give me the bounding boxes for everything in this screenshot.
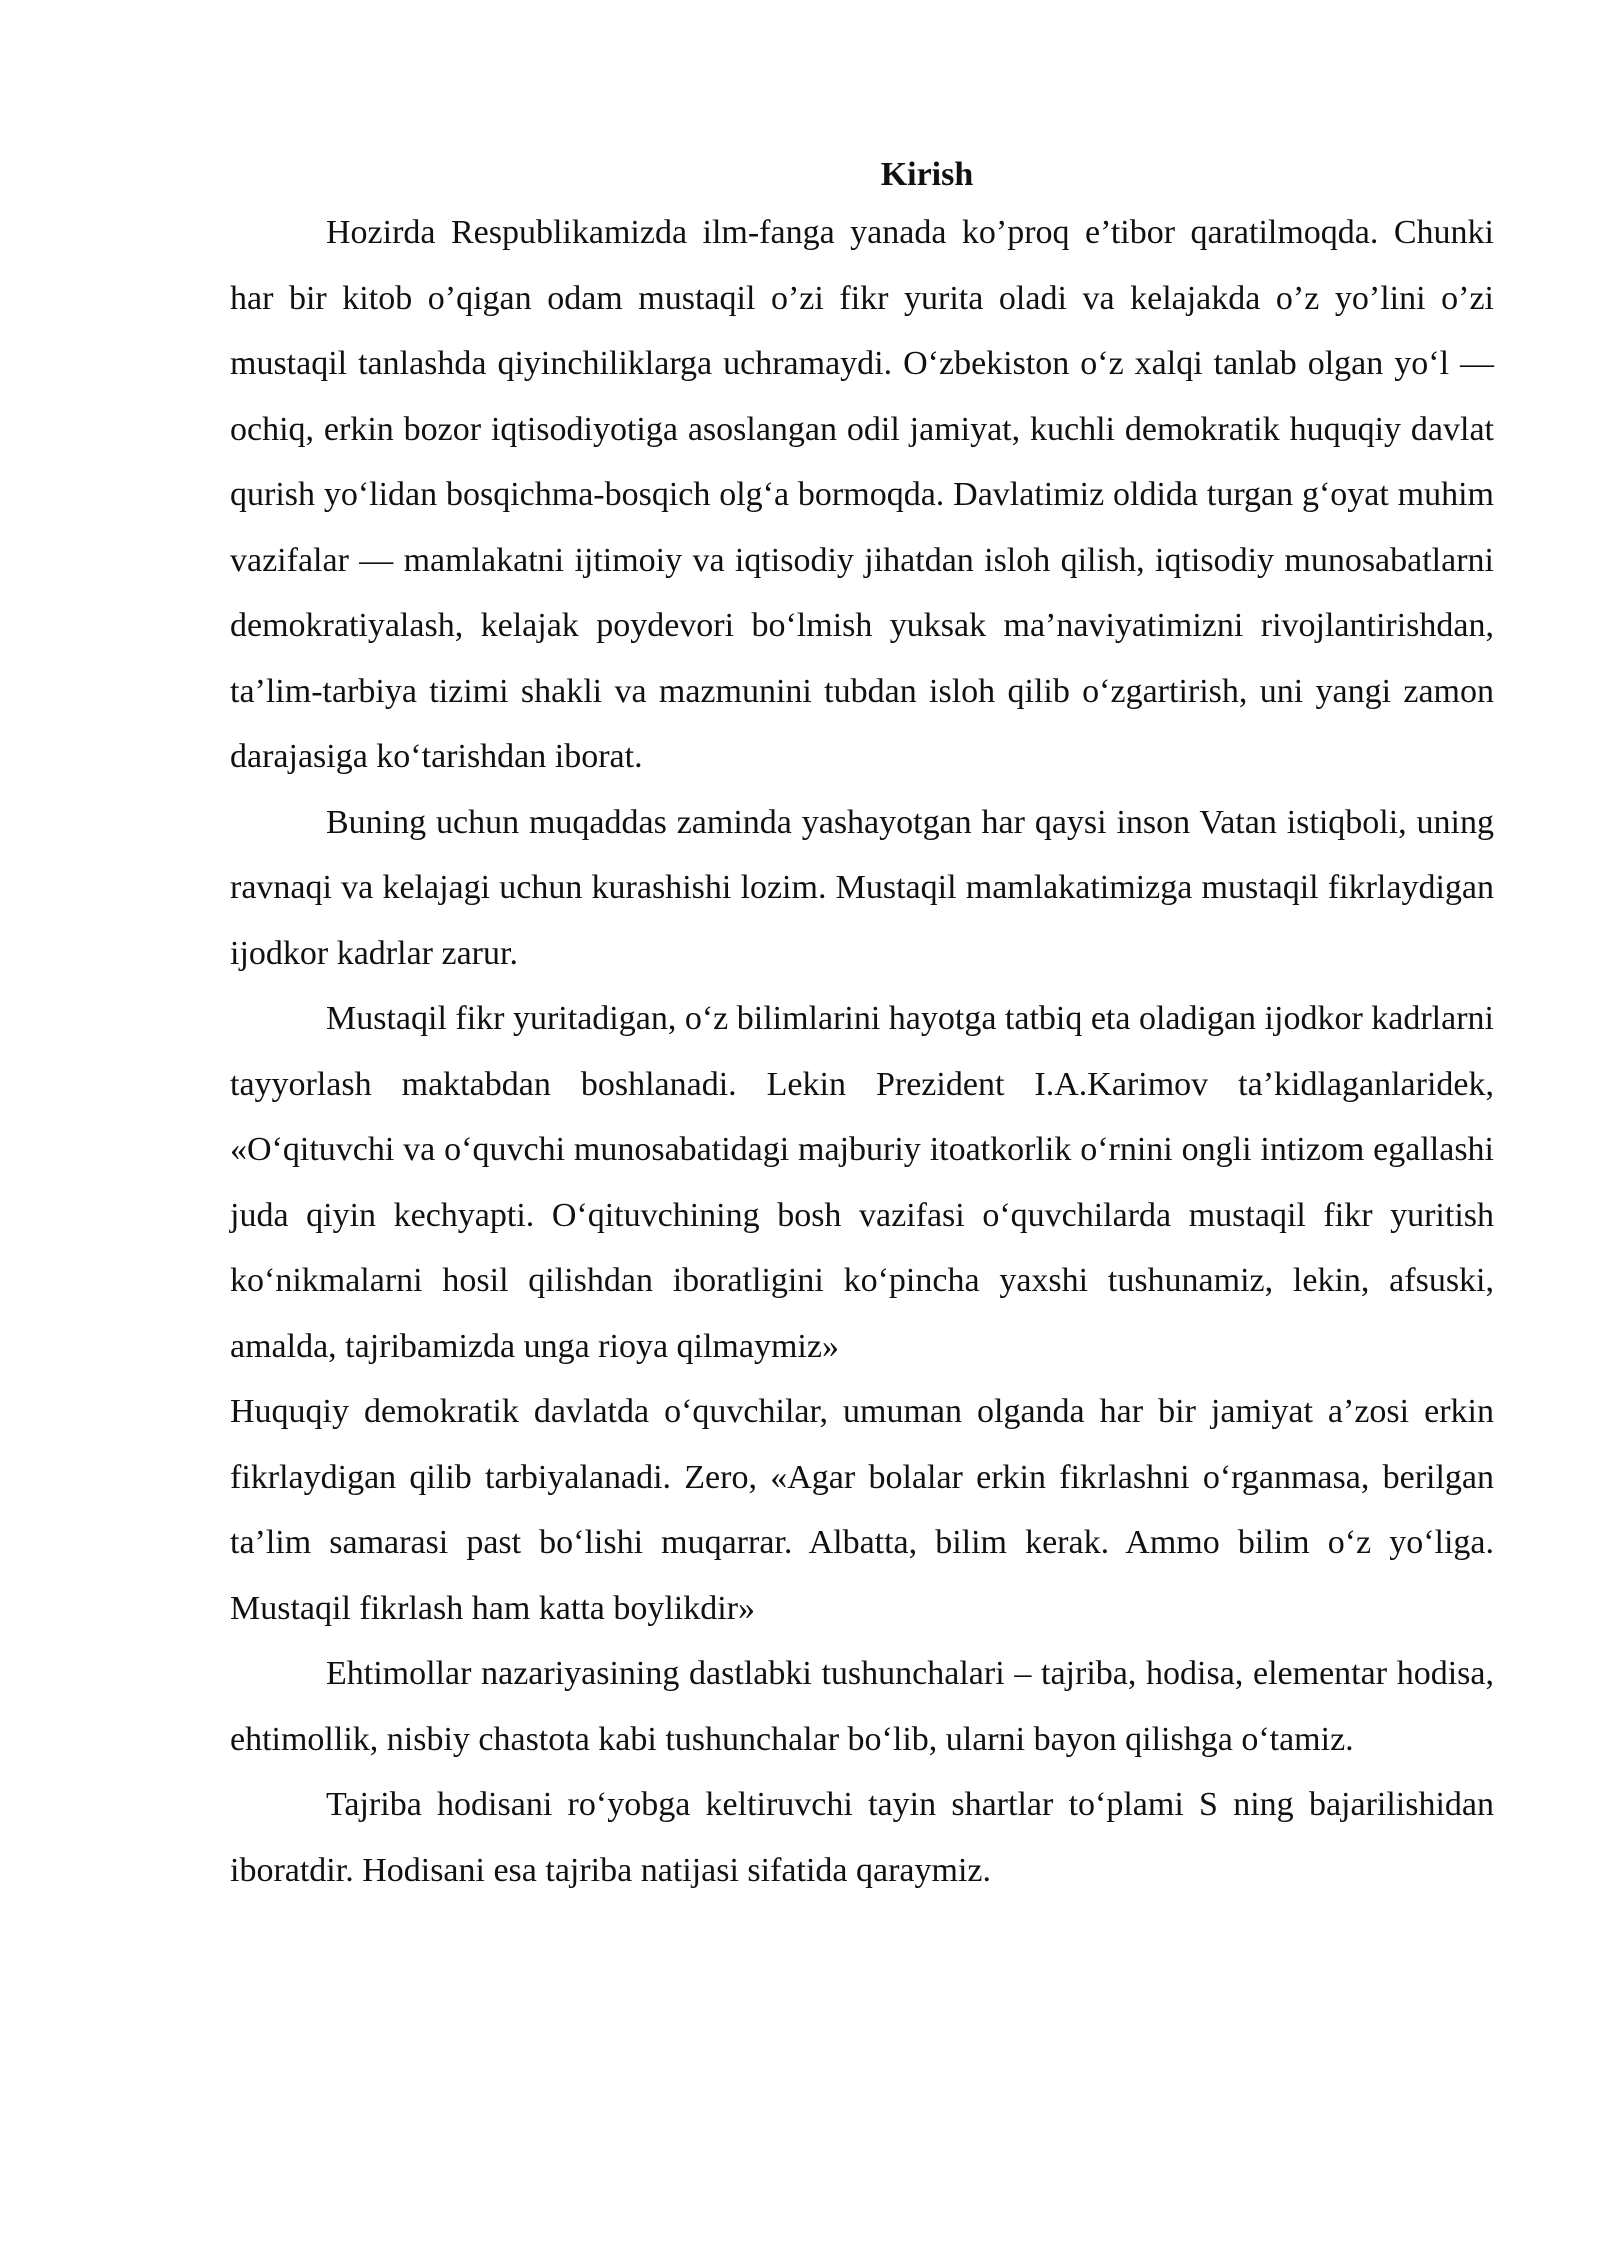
paragraph-independent-thinking: Mustaqil fikr yuritadigan, o‘z bilimlarini hayotga tatbiq eta oladigan ijodkor kadrlarni tayyorlash maktabdan boshlanadi. Lekin Prezident I.A.Karimov ta’kidlaganlaridek, «O‘qituvchi va o‘quvchi munosabatidagi majburiy itoatkorlik o‘rnini ongli intizom egallashi juda qiyin kechyapti. O‘qituvchining bosh vazifasi o‘quvchilarda mustaqil fikr yuritish ko‘nikmalarni hosil qilishdan iboratligini ko‘pincha yaxshi tushunamiz, lekin, afsuski, amalda, tajribamizda unga rioya qilmaymiz» — [230, 1000, 1494, 1365]
paragraph-intro: Hozirda Respublikamizda ilm-fanga yanada ko’proq e’tibor qaratilmoqda. Chunki har bir kitob o’qigan odam mustaqil o’zi fikr yurita oladi va kelajakda o’z yo’lini o’zi mustaqil tanlashda qiyinchiliklarga uchramaydi. O‘zbekiston o‘z xalqi tanlab olgan yo‘l — ochiq, erkin bozor iqtisodiyotiga asoslangan odil jamiyat, kuchli demokratik huquqiy davlat qurish yo‘lidan bosqichma-bosqich olg‘a bormoqda. Davlatimiz oldida turgan g‘oyat muhim vazifalar — mamlakatni ijtimoiy va iqtisodiy jihatdan isloh qilish, iqtisodiy munosabatlarni demokratiyalash, kelajak poydevori bo‘lmish yuksak ma’naviyatimizni rivojlantirishdan, ta’lim-tarbiya tizimi shakli va mazmunini tubdan isloh qilib o‘zgartirish, uni yangi zamon darajasiga ko‘tarishdan iborat. — [230, 214, 1494, 775]
paragraph-experiment-definition: Tajriba hodisani ro‘yobga keltiruvchi tayin shartlar to‘plami S ning bajarilishidan iboratdir. Hodisani esa tajriba natijasi sifatida qaraymiz. — [230, 1786, 1494, 1889]
paragraph-democratic-state: Huquqiy demokratik davlatda o‘quvchilar, umuman olganda har bir jamiyat a’zosi erkin fikrlaydigan qilib tarbiyalanadi. Zero, «Agar bolalar erkin fikrlashni o‘rganmasa, berilgan ta’lim samarasi past bo‘lishi muqarrar. Albatta, bilim kerak. Ammo bilim o‘z yo‘liga. Mustaqil fikrlash ham katta boylikdir» — [230, 1393, 1494, 1627]
paragraph-probability-concepts: Ehtimollar nazariyasining dastlabki tushunchalari – tajriba, hodisa, elementar hodisa, ehtimollik, nisbiy chastota kabi tushunchalar bo‘lib, ularni bayon qilishga o‘tamiz. — [230, 1655, 1494, 1758]
document-title: Kirish — [880, 156, 974, 193]
paragraph-homeland: Buning uchun muqaddas zaminda yashayotgan har qaysi inson Vatan istiqboli, uning ravnaqi va kelajagi uchun kurashishi lozim. Mustaqil mamlakatimizga mustaqil fikrlaydigan ijodkor kadrlar zarur. — [230, 803, 1494, 972]
document-page — [230, 150, 1494, 1903]
